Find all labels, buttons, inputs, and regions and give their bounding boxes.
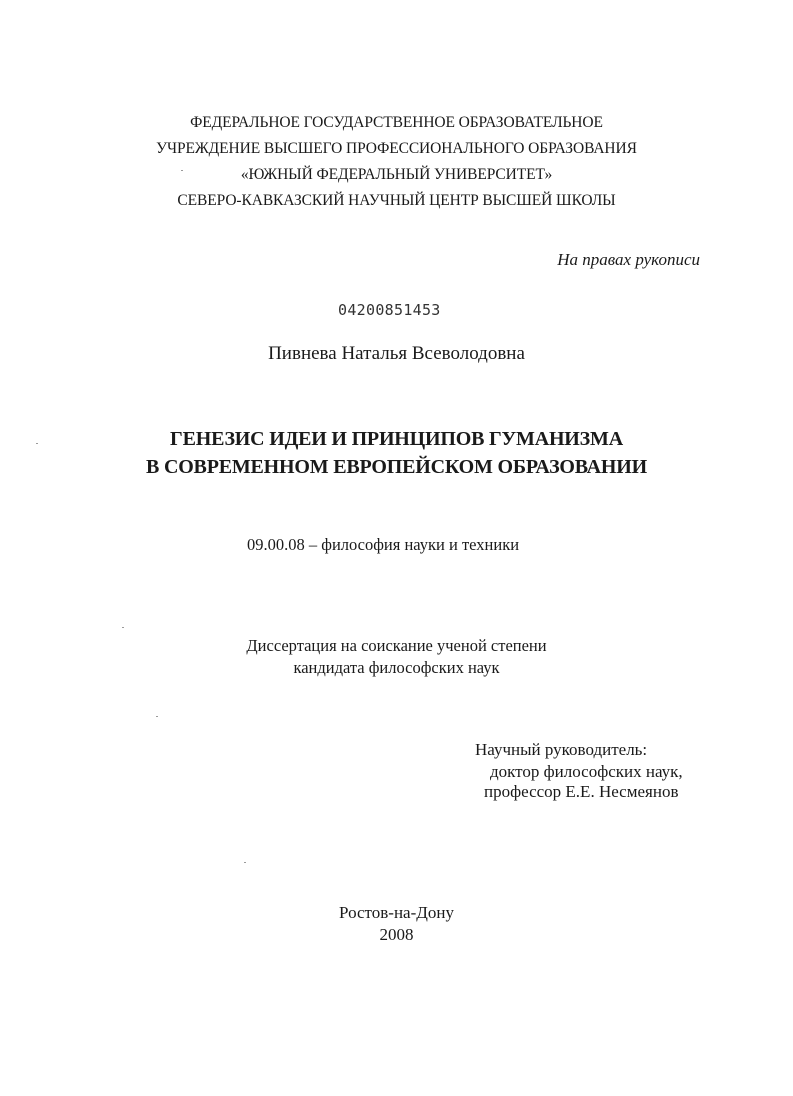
author-name: Пивнева Наталья Всеволодовна [268,343,525,364]
institution-line-4: СЕВЕРО-КАВКАЗСКИЙ НАУЧНЫЙ ЦЕНТР ВЫСШЕЙ ШКОЛЫ [177,192,616,209]
institution-line-3: «ЮЖНЫЙ ФЕДЕРАЛЬНЫЙ УНИВЕРСИТЕТ» [240,166,553,183]
institution-line-2: УЧРЕЖДЕНИЕ ВЫСШЕГО ПРОФЕССИОНАЛЬНОГО ОБРАЗОВАНИЯ [156,140,637,157]
scan-speck [244,862,246,863]
advisor-label: Научный руководитель: [475,740,648,759]
degree-line-2: кандидата философских наук [293,658,500,677]
scan-speck [36,443,38,444]
catalog-number: 04200851453 [338,301,441,319]
scan-speck [181,170,183,171]
city: Ростов-на-Дону [339,903,454,922]
manuscript-rights-note: На правах рукописи [557,250,700,269]
degree-line-1: Диссертация на соискание ученой степени [246,636,547,655]
dissertation-title-line-1: ГЕНЕЗИС ИДЕИ И ПРИНЦИПОВ ГУМАНИЗМА [170,428,623,450]
advisor-degree: доктор философских наук, [490,762,683,781]
advisor-name: профессор Е.Е. Несмеянов [484,782,679,801]
scan-speck [156,716,158,717]
institution-line-1: ФЕДЕРАЛЬНОЕ ГОСУДАРСТВЕННОЕ ОБРАЗОВАТЕЛЬНОЕ [190,114,603,131]
dissertation-title-line-2: В СОВРЕМЕННОМ ЕВРОПЕЙСКОМ ОБРАЗОВАНИИ [146,456,647,478]
scan-speck [122,627,124,628]
specialty-code: 09.00.08 – философия науки и техники [247,535,520,554]
year: 2008 [379,925,414,944]
